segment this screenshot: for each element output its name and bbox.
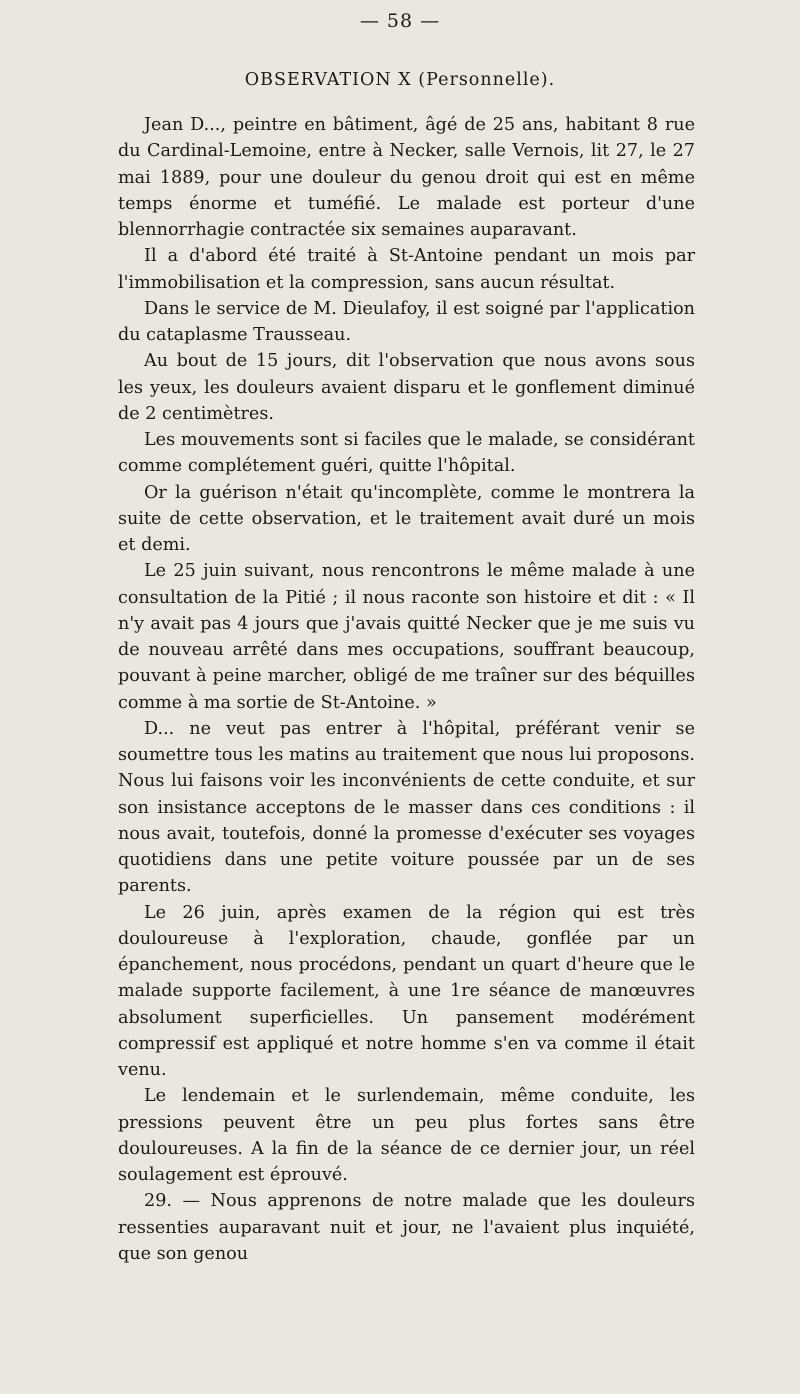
page-number: — 58 —	[359, 10, 441, 32]
paragraph: Dans le service de M. Dieulafoy, il est soigné par l'application du cataplasme Trausseau.	[118, 298, 695, 345]
body-text	[118, 112, 695, 1267]
paragraph: Au bout de 15 jours, dit l'observation que nous avons sous les yeux, les douleurs avaient disparu et le gonflement diminué de 2 centimètres.	[118, 351, 695, 424]
paragraph: D... ne veut pas entrer à l'hôpital, préférant venir se soumettre tous les matins au traitement que nous lui proposons. Nous lui faisons voir les inconvénients de cette conduite, et sur son insistance acceptons de le masser dans ces conditions : il nous avait, toutefois, donné la promesse d'exécuter ses voyages quotidiens dans une petite voiture poussée par un de ses parents.	[118, 718, 695, 897]
paragraph: Or la guérison n'était qu'incomplète, comme le montrera la suite de cette observation, et le traitement avait duré un mois et demi.	[118, 482, 695, 555]
paragraph: Le 25 juin suivant, nous rencontrons le même malade à une consultation de la Pitié ; il nous raconte son histoire et dit : « Il n'y avait pas 4 jours que j'avais quitté Necker que je me suis vu de nouveau arrêté dans mes occupations, souffrant beaucoup, pouvant à peine marcher, obligé de me traîner sur des béquilles comme à ma sortie de St-Antoine. »	[118, 561, 695, 713]
paragraph: Les mouvements sont si faciles que le malade, se considérant comme complétement guéri, quitte l'hôpital.	[118, 430, 695, 477]
observation-heading: OBSERVATION X (Personnelle).	[244, 70, 556, 90]
paragraph: Jean D..., peintre en bâtiment, âgé de 25 ans, habitant 8 rue du Cardinal-Lemoine, entre à Necker, salle Vernois, lit 27, le 27 mai 1889, pour une douleur du genou droit qui est en même temps énorme et tuméfié. Le malade est porteur d'une blennorrhagie contractée six semaines auparavant.	[118, 115, 695, 240]
paragraph: Il a d'abord été traité à St-Antoine pendant un mois par l'immobilisation et la compression, sans aucun résultat.	[118, 246, 695, 293]
paragraph: Le lendemain et le surlendemain, même conduite, les pressions peuvent être un peu plus fortes sans être douloureuses. A la fin de la séance de ce dernier jour, un réel soulagement est éprouvé.	[118, 1086, 695, 1185]
paragraph: 29. — Nous apprenons de notre malade que les douleurs ressenties auparavant nuit et jour, ne l'avaient plus inquiété, que son genou	[118, 1191, 695, 1264]
paragraph: Le 26 juin, après examen de la région qui est très douloureuse à l'exploration, chaude, gonflée par un épanchement, nous procédons, pendant un quart d'heure que le malade supporte facilement, à une 1re séance de manœuvres absolument superficielles. Un pansement modérément compressif est appliqué et notre homme s'en va comme il était venu.	[118, 902, 695, 1080]
